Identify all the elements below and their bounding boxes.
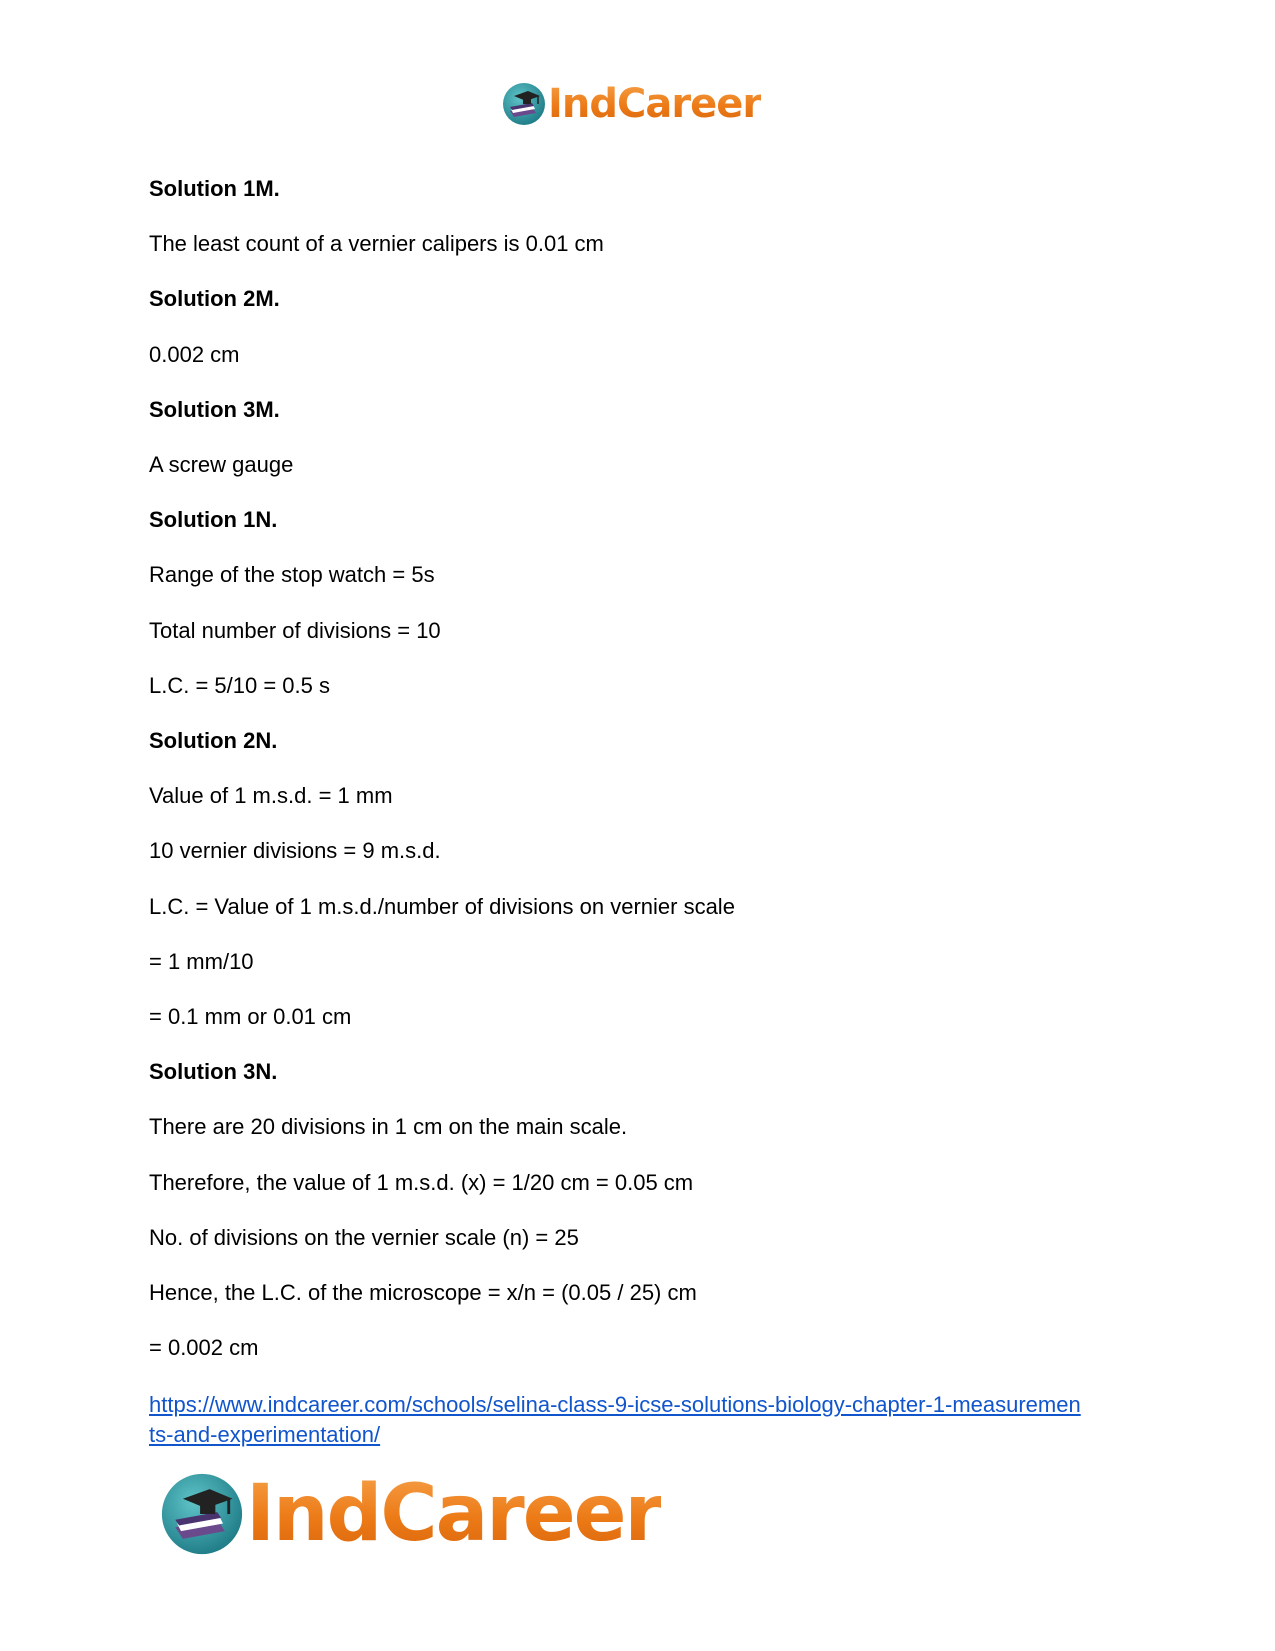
solution-text: 0.002 cm (149, 341, 240, 367)
solution-text: L.C. = 5/10 = 0.5 s (149, 672, 331, 698)
solution-text: Hence, the L.C. of the microscope = x/n = (0.05 / 25) cm (149, 1280, 697, 1305)
solution-text: L.C. = Value of 1 m.s.d./number of divisions on vernier scale (149, 893, 735, 919)
solution-heading: Solution 2M. (149, 286, 280, 312)
solution-text: = 1 mm/10 (149, 948, 254, 974)
solution-text: Total number of divisions = 10 (149, 617, 441, 643)
solution-heading: Solution 3N. (149, 1059, 278, 1085)
solution-heading: Solution 2N. (149, 728, 278, 753)
solution-text: A screw gauge (149, 452, 294, 477)
solution-heading: Solution 1N. (149, 507, 278, 533)
solution-heading: Solution 3M. (149, 396, 280, 422)
header-logo (502, 78, 761, 130)
solution-text: There are 20 divisions in 1 cm on the main scale. (149, 1114, 628, 1140)
source-link[interactable] (149, 1390, 1129, 1450)
solution-text: 10 vernier divisions = 9 m.s.d. (149, 838, 441, 864)
solution-text: = 0.002 cm (149, 1335, 259, 1361)
logo-wordmark: IndCareer (246, 1469, 661, 1559)
source-link-line-1[interactable]: https://www.indcareer.com/schools/selina-class-9-icse-solutions-biology-chapter-1-measuremen (149, 1392, 1081, 1417)
solution-text: Value of 1 m.s.d. = 1 mm (149, 783, 393, 809)
solution-text: = 0.1 mm or 0.01 cm (149, 1004, 352, 1029)
graduation-book-icon (502, 82, 546, 126)
logo-wordmark: IndCareer (548, 81, 762, 127)
solution-text: Therefore, the value of 1 m.s.d. (x) = 1/20 cm = 0.05 cm (149, 1169, 694, 1195)
solution-text: Range of the stop watch = 5s (149, 562, 435, 588)
footer-logo (160, 1466, 661, 1562)
solution-heading: Solution 1M. (149, 176, 280, 201)
source-link-line-2[interactable]: ts-and-experimentation/ (149, 1422, 381, 1447)
graduation-book-icon (160, 1472, 244, 1556)
solution-text: No. of divisions on the vernier scale (n) = 25 (149, 1224, 579, 1250)
solution-text: The least count of a vernier calipers is 0.01 cm (149, 231, 604, 257)
